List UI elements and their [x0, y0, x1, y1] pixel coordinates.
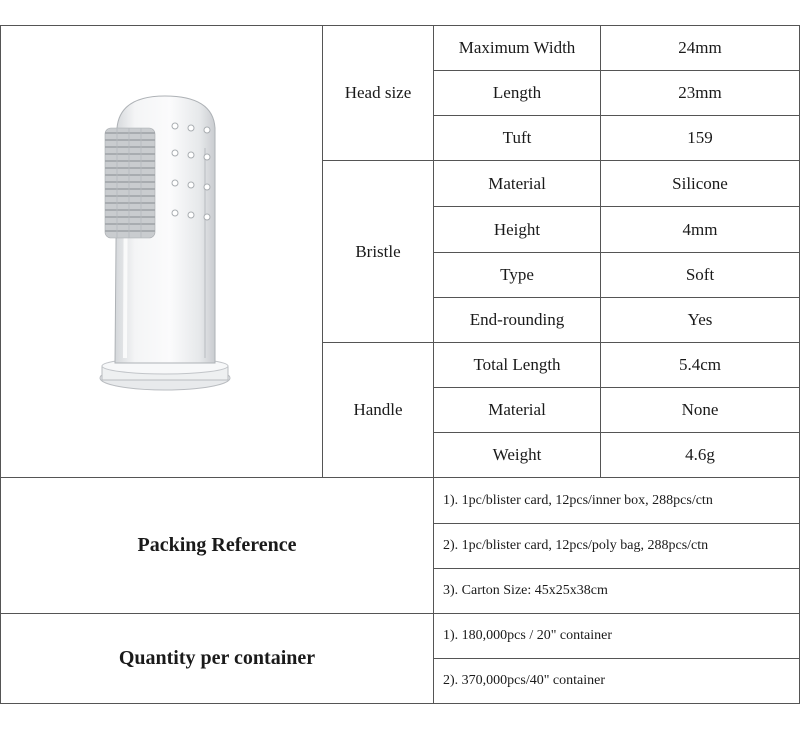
spec-value: Yes: [687, 310, 713, 329]
spec-value: 159: [687, 128, 713, 147]
spec-label: End-rounding: [469, 310, 565, 329]
group-label-head-size: Head size: [344, 83, 412, 102]
quantity-item: 2). 370,000pcs/40" container: [443, 673, 606, 688]
spec-label: Tuft: [502, 128, 532, 147]
quantity-per-container-title: Quantity per container: [118, 647, 316, 669]
spec-value: None: [681, 400, 719, 419]
spec-label: Type: [500, 265, 534, 284]
spec-label: Total Length: [473, 355, 561, 374]
spec-value: Soft: [685, 265, 715, 284]
spec-label: Length: [492, 83, 542, 102]
group-label-handle: Handle: [353, 400, 403, 419]
spec-value: 24mm: [678, 38, 722, 57]
packing-item: 2). 1pc/blister card, 12pcs/poly bag, 288pcs/ctn: [443, 538, 709, 553]
spec-value: 4mm: [682, 219, 718, 239]
spec-label: Maximum Width: [458, 38, 576, 57]
spec-label: Material: [488, 400, 546, 419]
finger-toothbrush-image: [95, 88, 235, 398]
spec-value: 23mm: [678, 83, 722, 102]
quantity-item: 1). 180,000pcs / 20" container: [443, 628, 613, 643]
spec-value: 4.6g: [685, 445, 715, 464]
packing-reference-title: Packing Reference: [137, 534, 297, 556]
spec-label: Material: [488, 173, 546, 193]
packing-item: 3). Carton Size: 45x25x38cm: [443, 583, 608, 598]
group-label-bristle: Bristle: [355, 241, 401, 261]
packing-item: 1). 1pc/blister card, 12pcs/inner box, 288pcs/ctn: [443, 492, 713, 508]
spec-value: Silicone: [672, 173, 728, 193]
spec-value: 5.4cm: [678, 355, 722, 374]
spec-label: Weight: [492, 445, 542, 464]
spec-label: Height: [493, 219, 541, 239]
